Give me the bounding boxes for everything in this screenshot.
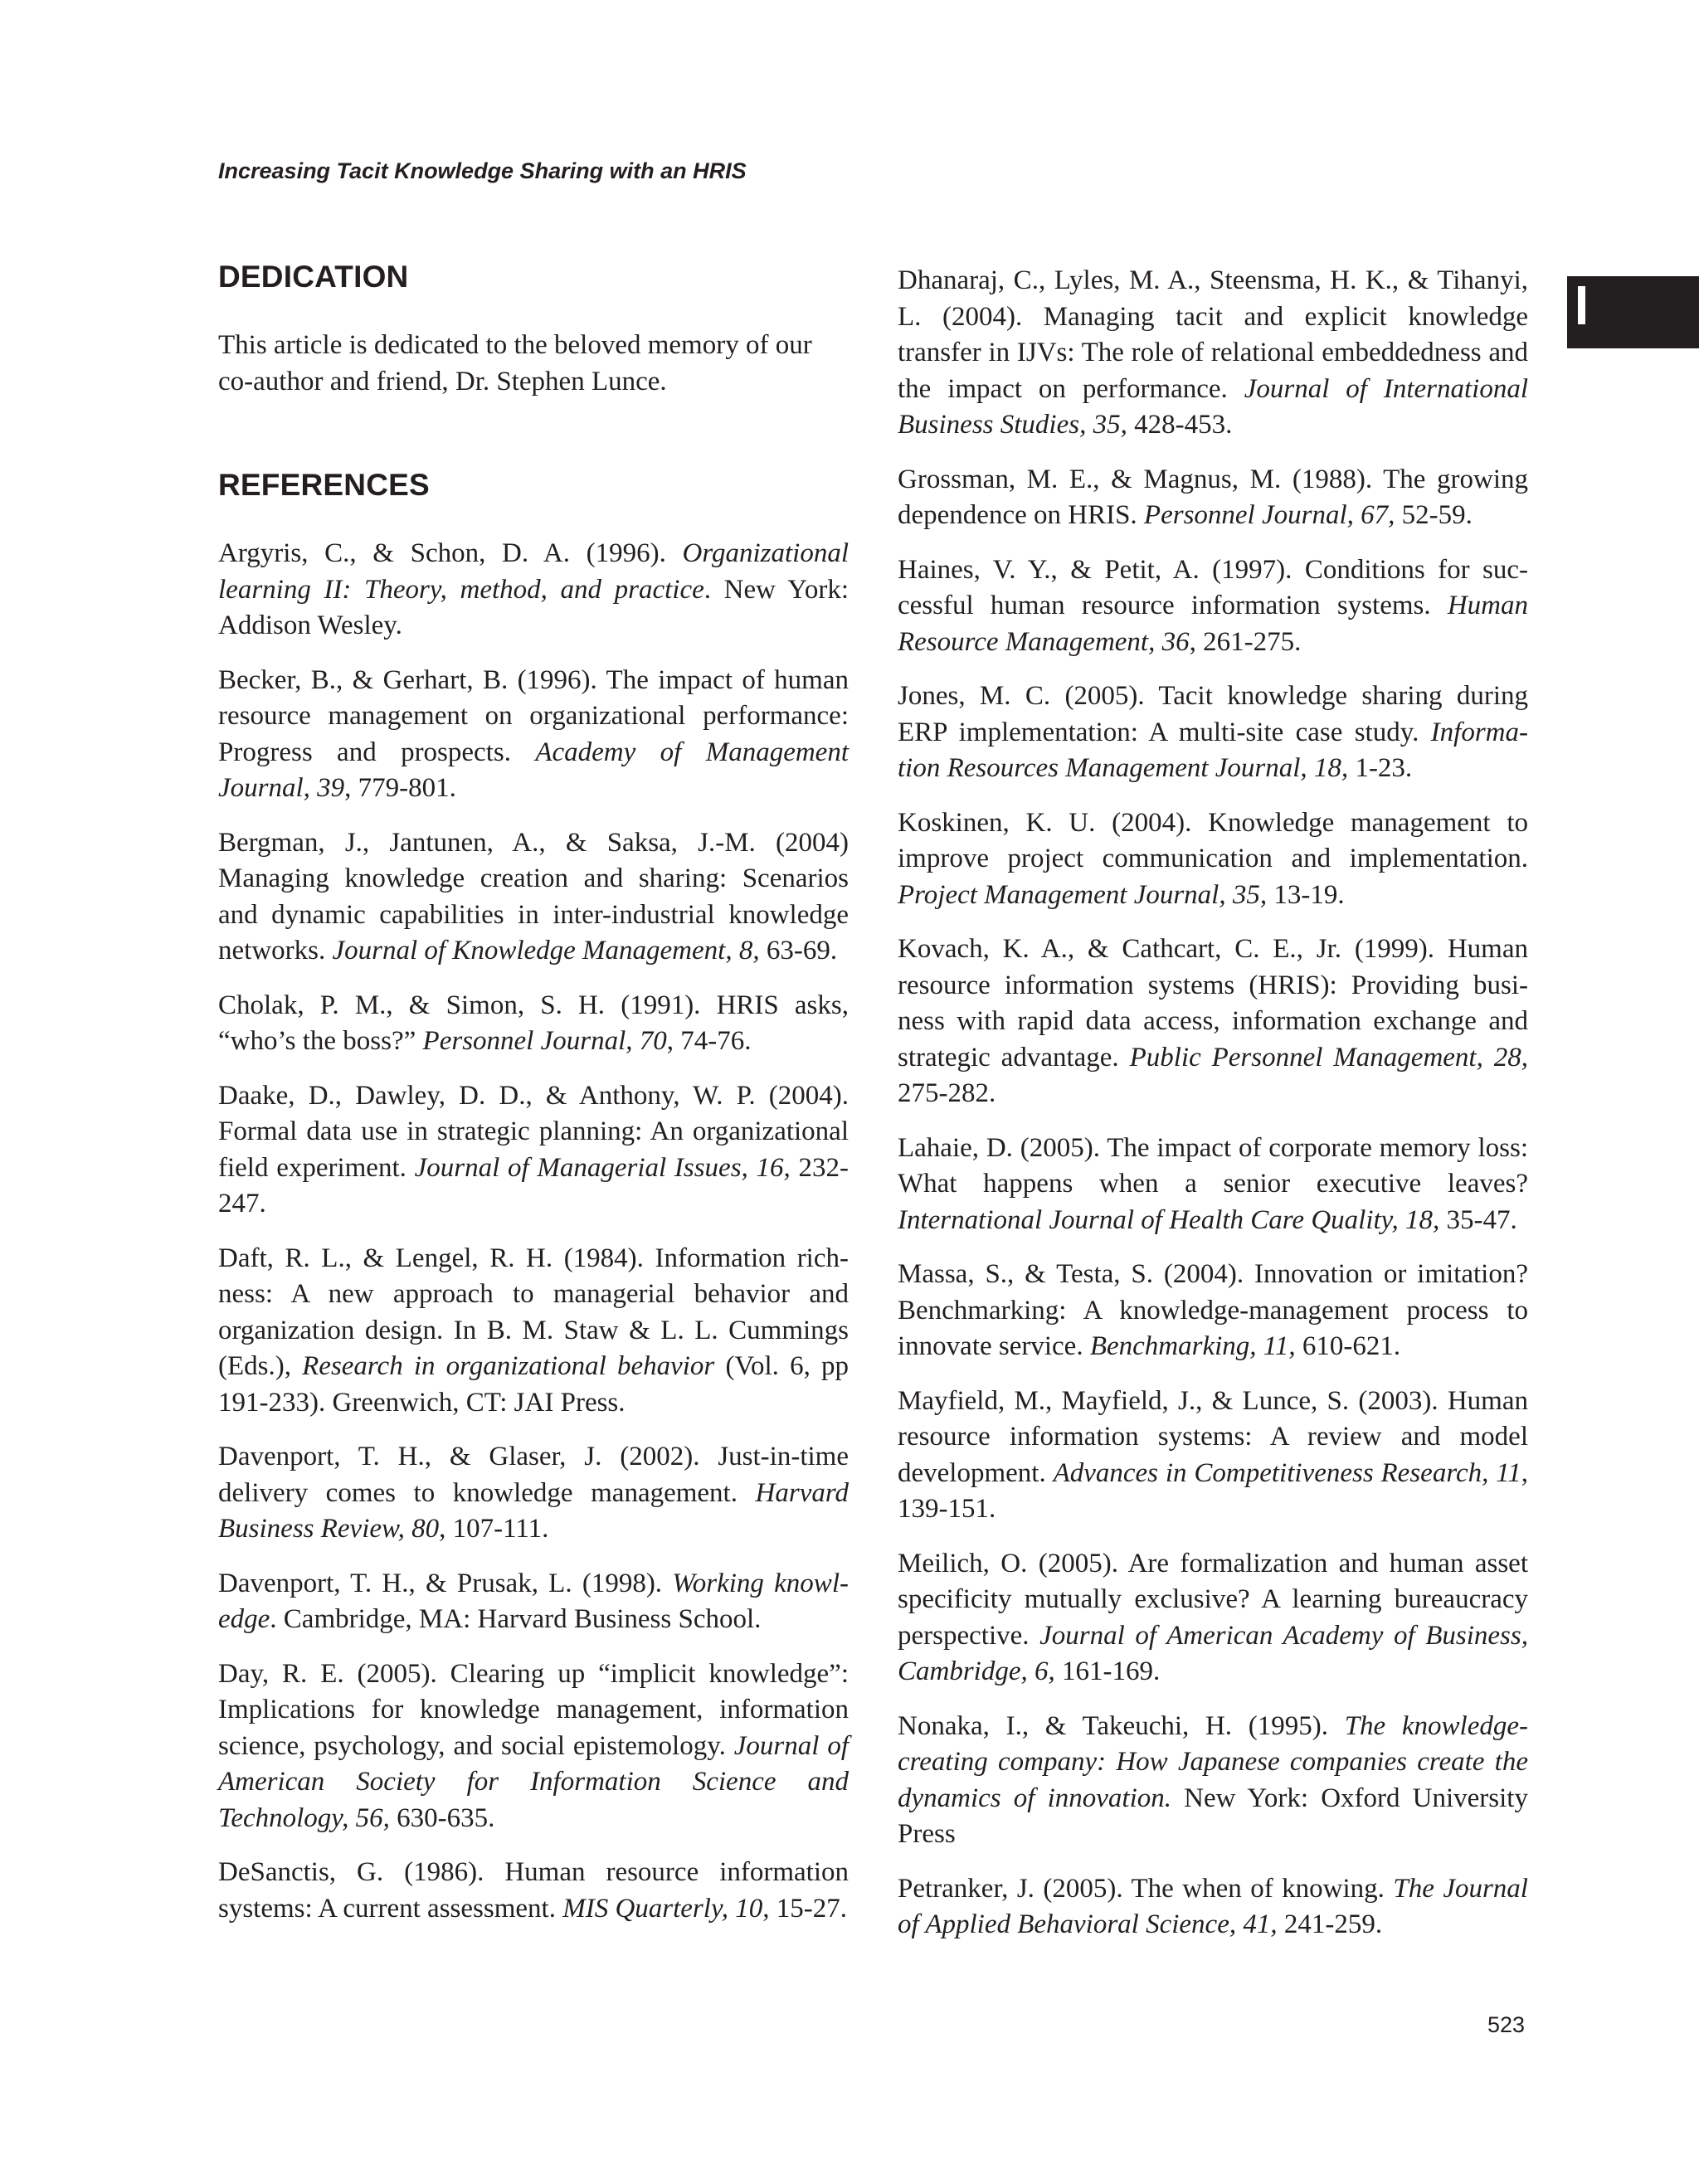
left-column: [218, 257, 849, 1945]
reference-details: 428-453.: [1127, 410, 1233, 440]
reference-source: Journal of American Society for Information Science and Technology, 56,: [218, 1730, 849, 1833]
reference-details: , 107-111.: [439, 1514, 549, 1544]
reference-text: Day, R. E. (2005). Clearing up “implicit knowledge”: Implications for knowledge management, information science, psychology, and social epistemology.: [218, 1658, 849, 1761]
reference-source: Research in organizational behavior: [302, 1351, 715, 1381]
reference-text: Meilich, O. (2005). Are formalization and human asset specificity mutually exclusive? A learning bureaucracy perspective.: [898, 1548, 1528, 1651]
right-column: [898, 263, 1528, 1962]
reference-details: New York: Oxford University Press: [898, 1783, 1528, 1849]
reference-entry: [898, 1131, 1528, 1239]
reference-entry: [898, 679, 1528, 787]
reference-details: 610-621.: [1295, 1331, 1401, 1361]
reference-text: Cholak, P. M., & Simon, S. H. (1991). HRIS asks, “who’s the boss?”: [218, 990, 849, 1056]
reference-text: Mayfield, M., Mayfield, J., & Lunce, S. (2003). Human resource information systems: A review and model development.: [898, 1385, 1528, 1488]
reference-details: 241-259.: [1277, 1909, 1383, 1939]
reference-text: Kovach, K. A., & Cathcart, C. E., Jr. (1999). Human resource information systems (HRIS): Providing business with rapid data access, information exchange and strategic advantage.: [898, 934, 1528, 1073]
reference-details: , 261-275.: [1189, 626, 1302, 657]
reference-text: Becker, B., & Gerhart, B. (1996). The impact of human resource management on organizational performance: Progress and prospects.: [218, 664, 849, 767]
reference-source: The Journal of Applied Behavioral Science, 41,: [898, 1873, 1528, 1939]
reference-text: DeSanctis, G. (1986). Human resource information systems: A current assessment.: [218, 1857, 849, 1924]
dedication-text: This article is dedicated to the beloved memory of our co-author and friend, Dr. Stephen Lunce.: [218, 330, 812, 396]
references-list-left: [218, 536, 849, 1927]
reference-text: Argyris, C., & Schon, D. A. (1996).: [218, 538, 683, 568]
reference-source: Advances in Competitiveness Research, 11: [1053, 1457, 1521, 1488]
reference-source: Human Resource Management, 36: [898, 591, 1528, 657]
reference-entry: [218, 1439, 849, 1548]
reference-source: Personnel Journal, 70: [422, 1026, 667, 1056]
reference-source: Benchmarking, 11,: [1089, 1331, 1296, 1361]
reference-entry: [898, 462, 1528, 534]
running-head: Increasing Tacit Knowledge Sharing with an HRIS: [218, 158, 747, 183]
reference-details: 63-69.: [759, 936, 838, 966]
reference-source: Public Personnel Management, 28,: [1129, 1042, 1528, 1073]
reference-source: Harvard Business Review, 80: [218, 1477, 849, 1544]
reference-entry: [898, 805, 1528, 914]
reference-details: . Cambridge, MA: Harvard Business School.: [270, 1604, 762, 1634]
reference-details: . New York: Addison Wesley.: [218, 574, 849, 640]
reference-source: MIS Quarterly, 10: [562, 1893, 763, 1924]
page-number: 523: [1487, 2012, 1526, 2037]
section-tab-marker: [1567, 276, 1699, 348]
reference-details: 161-169.: [1054, 1656, 1161, 1686]
reference-entry: [898, 1709, 1528, 1853]
reference-entry: [218, 663, 849, 807]
reference-source: Working knowledge: [218, 1568, 849, 1634]
reference-source: International Journal of Health Care Quality, 18,: [898, 1204, 1440, 1235]
dedication-heading: DEDICATION: [218, 260, 409, 294]
reference-source: Organizational learning II: Theory, method, and practice: [218, 538, 849, 605]
reference-text: Petranker, J. (2005). The when of knowing.: [898, 1873, 1394, 1904]
reference-entry: [218, 1566, 849, 1638]
reference-entry: [898, 1546, 1528, 1690]
reference-text: Daft, R. L., & Lengel, R. H. (1984). Information richness: A new approach to managerial behavior and organization design. In B. M. Staw & L. L. Cummings (Eds.),: [218, 1243, 849, 1381]
reference-entry: [218, 1656, 849, 1837]
reference-text: Jones, M. C. (2005). Tacit knowledge sharing during ERP implementation: A multi-site case study.: [898, 681, 1528, 747]
references-heading: REFERENCES: [218, 468, 430, 502]
reference-entry: [218, 1855, 849, 1927]
reference-entry: [898, 1871, 1528, 1943]
tab-marker-notch: [1578, 286, 1585, 324]
reference-details: , 779-801.: [344, 773, 456, 803]
reference-entry: [898, 552, 1528, 661]
reference-entry: [898, 263, 1528, 444]
reference-entry: [218, 988, 849, 1060]
reference-source: Journal of Knowledge Management, 8,: [332, 936, 760, 966]
reference-text: Lahaie, D. (2005). The impact of corporate memory loss: What happens when a senior executive leaves?: [898, 1132, 1528, 1199]
reference-text: Nonaka, I., & Takeuchi, H. (1995).: [898, 1710, 1345, 1741]
reference-source: Information Resources Management Journal, 18,: [898, 717, 1528, 783]
reference-details: , 74-76.: [666, 1026, 752, 1056]
reference-source: Academy of Management Journal, 39: [218, 737, 849, 803]
reference-source: Journal of International Business Studies, 35,: [898, 373, 1529, 440]
reference-entry: [898, 931, 1528, 1112]
reference-entry: [218, 1078, 849, 1223]
reference-text: Daake, D., Dawley, D. D., & Anthony, W. P. (2004). Formal data use in strategic planning: An organizational field experiment.: [218, 1080, 849, 1183]
reference-source: Journal of Managerial Issues, 16,: [414, 1152, 791, 1183]
reference-text: Davenport, T. H., & Glaser, J. (2002). Just-in-time delivery comes to knowledge management.: [218, 1442, 849, 1508]
reference-entry: [898, 1384, 1528, 1528]
reference-text: Haines, V. Y., & Petit, A. (1997). Conditions for successful human resource information systems.: [898, 554, 1528, 620]
reference-details: 35-47.: [1439, 1204, 1517, 1235]
reference-text: Koskinen, K. U. (2004). Knowledge management to improve project communication and implementation.: [898, 807, 1528, 873]
reference-details: 1-23.: [1348, 753, 1413, 783]
reference-text: Massa, S., & Testa, S. (2004). Innovation or imitation? Benchmarking: A knowledge-management process to innovate service.: [898, 1259, 1528, 1361]
reference-text: Dhanaraj, C., Lyles, M. A., Steensma, H. K., & Tihanyi, L. (2004). Managing tacit and explicit knowledge transfer in IJVs: The role of relational embeddedness and the impact on performance.: [898, 265, 1528, 404]
reference-text: Davenport, T. H., & Prusak, L. (1998).: [218, 1568, 673, 1598]
reference-details: 52-59.: [1395, 500, 1473, 530]
reference-details: 13-19.: [1267, 879, 1345, 910]
reference-entry: [218, 1241, 849, 1422]
reference-text: Bergman, J., Jantunen, A., & Saksa, J.-M. (2004) Managing knowledge creation and sharing: Scenarios and dynamic capabilities in inter-industrial knowledge networks.: [218, 827, 849, 966]
reference-details: 232-247.: [218, 1152, 849, 1218]
reference-details: , 139-151.: [898, 1457, 1528, 1524]
references-list-right: [898, 263, 1528, 1943]
reference-source: The knowledge-creating company: How Japanese companies create the dynamics of innovation.: [898, 1710, 1528, 1813]
reference-details: 275-282.: [898, 1078, 996, 1108]
reference-source: Project Management Journal, 35,: [898, 879, 1268, 910]
reference-entry: [218, 825, 849, 970]
reference-entry: [898, 1257, 1528, 1365]
reference-text: Grossman, M. E., & Magnus, M. (1988). The growing dependence on HRIS.: [898, 464, 1528, 530]
reference-details: 630-635.: [389, 1802, 495, 1833]
reference-details: , 15-27.: [762, 1893, 848, 1924]
reference-source: Personnel Journal, 67,: [1143, 500, 1395, 530]
reference-details: (Vol. 6, pp 191-233). Greenwich, CT: JAI Press.: [218, 1351, 849, 1418]
reference-source: Journal of American Academy of Business, Cambridge, 6,: [898, 1620, 1528, 1686]
reference-entry: [218, 536, 849, 644]
